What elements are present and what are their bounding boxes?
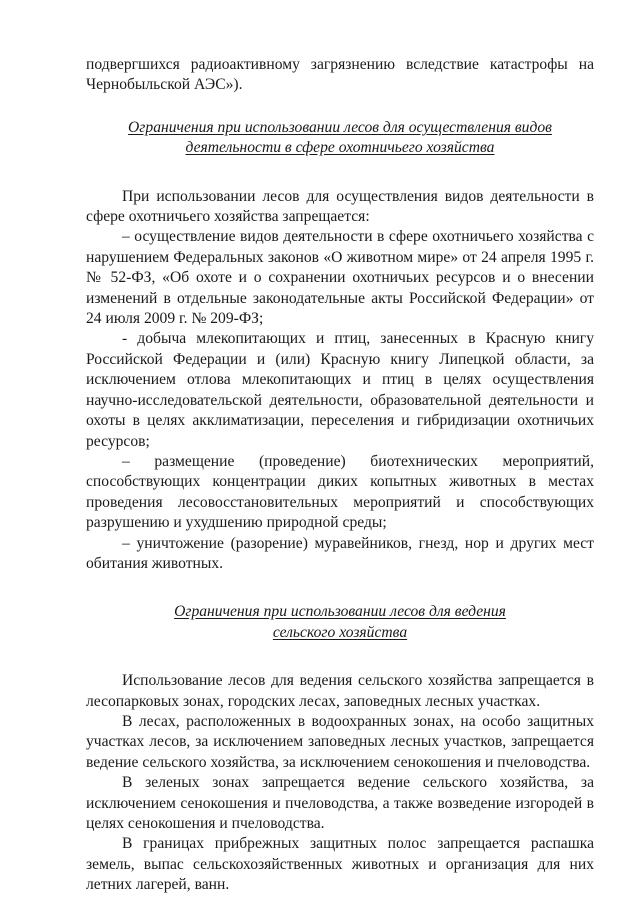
hunting-list-item: – уничтожение (разорение) муравейников, гнезд, нор и других мест обитания животных. [86,534,594,572]
section-hunting [86,118,594,575]
hunting-list-item: - добыча млекопитающих и птиц, занесенных в Красную книгу Российской Федерации и (или) Красную книгу Липецкой области, за исключением отлова млекопитающих и птиц в целях осуществления научно-исследовательской деятельности, образовательной деятельности и охоты в целях акклиматизации, переселения и гибридизации охотничьих ресурсов; [86,330,594,450]
agriculture-paragraph: Использование лесов для ведения сельского хозяйства запрещается в лесопарковых зонах, городских лесах, заповедных лесных участках. [86,672,594,710]
hunting-list-item: – размещение (проведение) биотехнических мероприятий, способствующих концентрации диких копытных животных в местах проведения лесовосстановительных мероприятий и способствующих разрушению и ухудшению природной среды; [86,452,594,532]
section-heading-agriculture-line2: сельского хозяйства [272,623,408,641]
section-heading-agriculture-line1: Ограничения при использовании лесов для ведения [174,603,506,621]
hunting-lead-paragraph: При использовании лесов для осуществления видов деятельности в сфере охотничьего хозяйства запрещается: [86,187,594,226]
intro-paragraph: подвергшихся радиоактивному загрязнению вследствие катастрофы на Чернобыльской АЭС»). [86,56,594,94]
section-heading-hunting-line1: Ограничения при использовании лесов для осуществления видов [128,118,552,136]
section-heading-hunting-line2: деятельности в сфере охотничьего хозяйства [185,139,495,157]
section-agriculture [86,602,594,895]
hunting-list-item: – осуществление видов деятельности в сфере охотничьего хозяйства с нарушением Федеральных законов «О животном мире» от 24 апреля 1995 г. № 52-ФЗ, «Об охоте и о сохранении охотничьих ресурсов и о внесении изменений в отдельные законодательные акты Российской Федерации» от 24 июля 2009 г. № 209-ФЗ; [86,228,594,328]
agriculture-paragraph: В лесах, расположенных в водоохранных зонах, на особо защитных участках лесов, за исключением заповедных лесных участков, запрещается ведение сельского хозяйства, за исключением сенокошения и пчеловодства. [86,712,594,771]
agriculture-paragraph: В границах прибрежных защитных полос запрещается распашка земель, выпас сельскохозяйственных животных и организация для них летних лагерей, ванн. [86,835,594,894]
agriculture-paragraph: В зеленых зонах запрещается ведение сельского хозяйства, за исключением сенокошения и пчеловодства, а также возведение изгородей в целях сенокошения и пчеловодства. [86,774,594,832]
